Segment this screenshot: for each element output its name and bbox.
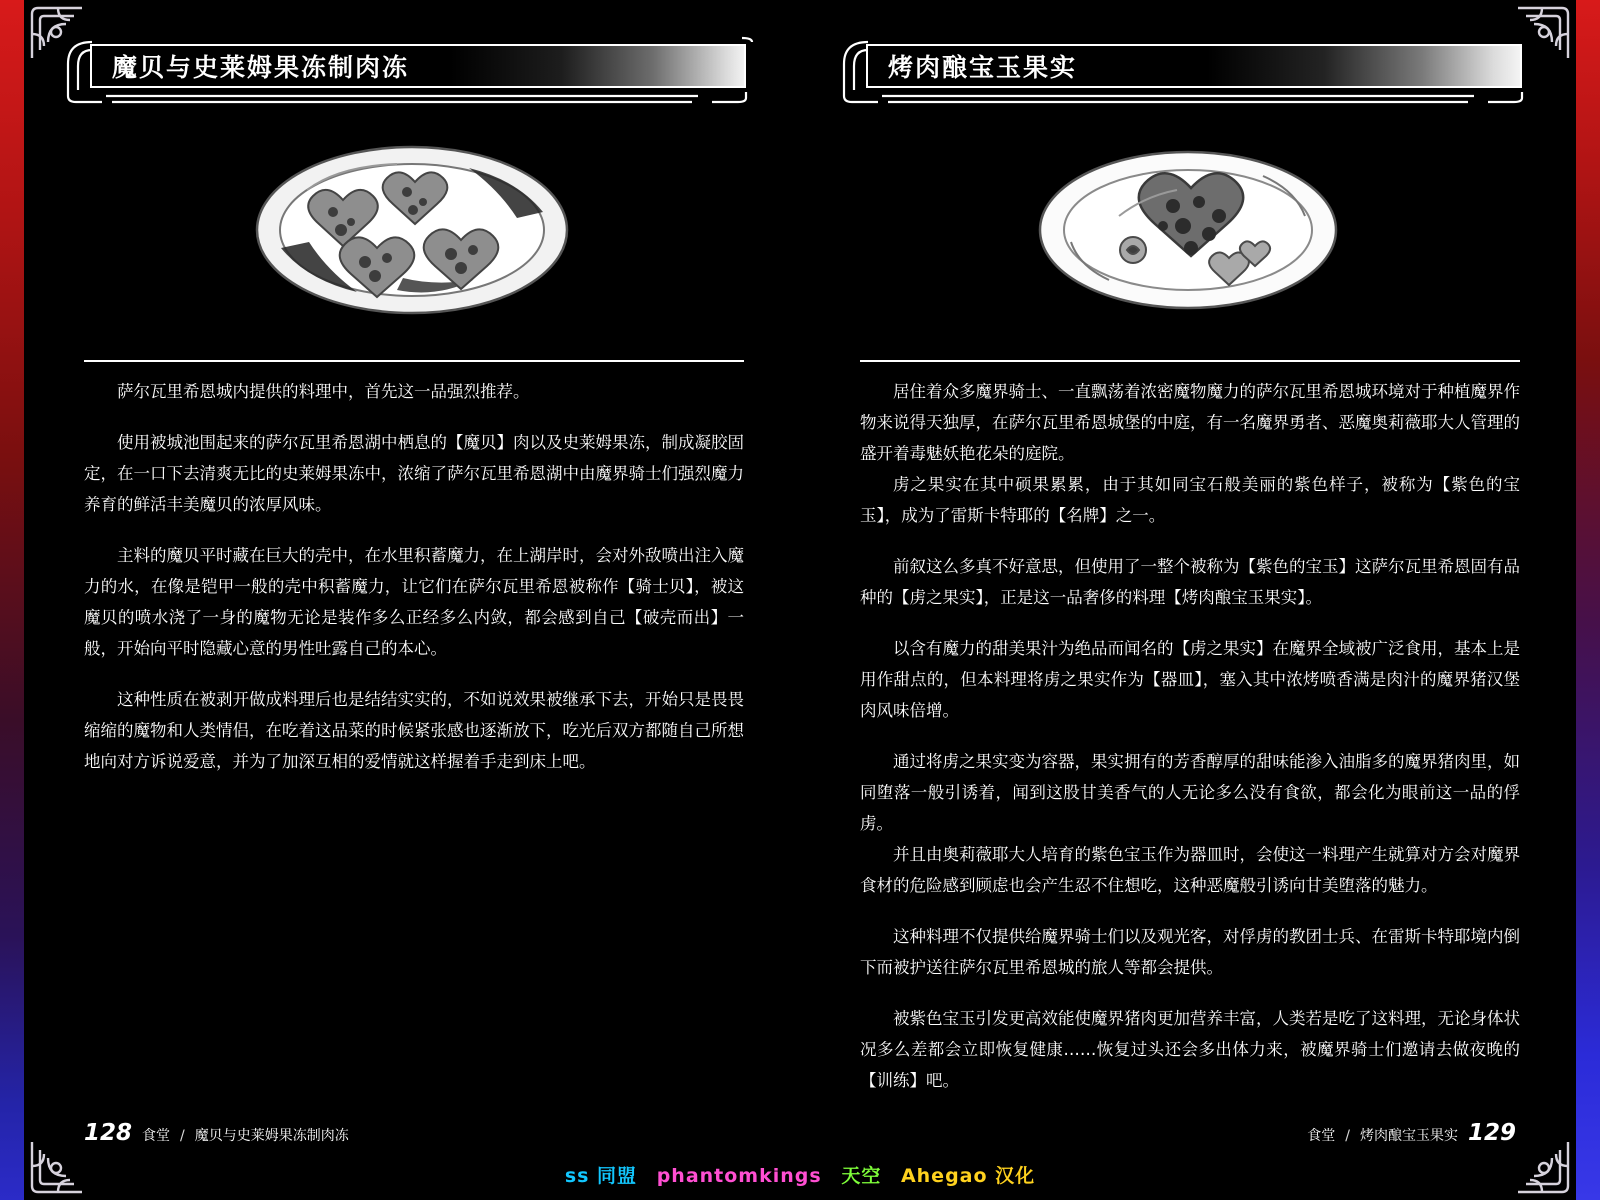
- page-number: 129: [1467, 1120, 1516, 1146]
- body-divider: [860, 360, 1520, 362]
- footer-section: 食堂: [1307, 1128, 1336, 1144]
- right-page-illustration: [800, 110, 1576, 350]
- paragraph: 这种料理不仅提供给魔界骑士们以及观光客，对俘虏的教团士兵、在雷斯卡特耶境内倒下而被护送往萨尔瓦里希恩城的旅人等都会提供。: [860, 927, 1520, 977]
- paragraph: 居住着众多魔界骑士、一直飘荡着浓密魔物魔力的萨尔瓦里希恩城环境对于种植魔界作物来说得天独厚，在萨尔瓦里希恩城堡的中庭，有一名魔界勇者、恶魔奥莉薇耶大人管理的盛开着毒魅妖艳花朵的庭院。: [860, 382, 1520, 463]
- left-page: [24, 0, 800, 1200]
- paragraph: 并且由奥莉薇耶大人培育的紫色宝玉作为器皿时，会使这一料理产生就算对方会对魔界食材的危险感到顾虑也会产生忍不住想吃，这种恶魔般引诱向甘美堕落的魅力。: [860, 845, 1520, 895]
- page-sheet: [24, 0, 1576, 1200]
- footer-entry: 魔贝与史莱姆果冻制肉冻: [194, 1128, 349, 1144]
- credit-part: ss 同盟: [564, 1165, 638, 1187]
- paragraph: 被紫色宝玉引发更高效能使魔界猪肉更加营养丰富，人类若是吃了这料理，无论身体状况多么差都会立即恢复健康……恢复过头还会多出体力来，被魔界骑士们邀请去做夜晚的【训练】吧。: [860, 1009, 1520, 1090]
- right-page: [800, 0, 1576, 1200]
- paragraph: 萨尔瓦里希恩城内提供的料理中，首先这一品强烈推荐。: [117, 382, 530, 401]
- right-page-title-bar: [866, 44, 1522, 88]
- page-number: 128: [84, 1120, 133, 1146]
- left-page-body: [84, 360, 744, 797]
- left-page-title-band: [52, 36, 764, 106]
- footer-section: 食堂: [142, 1128, 171, 1144]
- left-page-illustration: [24, 110, 800, 350]
- paragraph: 以含有魔力的甜美果汁为绝品而闻名的【虏之果实】在魔界全域被广泛食用，基本上是用作甜点的，但本料理将虏之果实作为【器皿】，塞入其中浓烤喷香满是肉汁的魔界猪汉堡肉风味倍增。: [860, 639, 1520, 720]
- left-page-footer: [84, 1120, 349, 1146]
- left-page-title-bar: [90, 44, 746, 88]
- right-page-body: [860, 360, 1520, 1116]
- paragraph: 前叙这么多真不好意思，但使用了一整个被称为【紫色的宝玉】这萨尔瓦里希恩固有品种的【虏之果实】，正是这一品奢侈的料理【烤肉酿宝玉果实】。: [860, 557, 1520, 607]
- right-page-footer: [1307, 1120, 1516, 1146]
- right-page-title: 烤肉酿宝玉果实: [888, 53, 1078, 82]
- footer-entry: 烤肉酿宝玉果实: [1359, 1128, 1458, 1144]
- left-gradient-edge: [0, 0, 24, 1200]
- right-page-title-band: [828, 36, 1540, 106]
- footer-separator: /: [180, 1128, 185, 1144]
- right-gradient-edge: [1576, 0, 1600, 1200]
- footer-separator: /: [1345, 1128, 1350, 1144]
- credit-part: Ahegao 汉化: [900, 1165, 1036, 1187]
- translation-credit: [24, 1161, 1576, 1188]
- paragraph: 使用被城池围起来的萨尔瓦里希恩湖中栖息的【魔贝】肉以及史莱姆果冻，制成凝胶固定，在一口下去清爽无比的史莱姆果冻中，浓缩了萨尔瓦里希恩湖中由魔界骑士们强烈魔力养育的鲜活丰美魔贝的浓厚风味。: [84, 433, 744, 514]
- paragraph: 这种性质在被剥开做成料理后也是结结实实的，不如说效果被继承下去，开始只是畏畏缩缩的魔物和人类情侣，在吃着这品菜的时候紧张感也逐渐放下，吃光后双方都随自己所想地向对方诉说爱意，并为了加深互相的爱情就这样握着手走到床上吧。: [84, 690, 744, 771]
- paragraph: 主料的魔贝平时藏在巨大的壳中，在水里积蓄魔力，在上湖岸时，会对外敌喷出注入魔力的水，在像是铠甲一般的壳中积蓄魔力，让它们在萨尔瓦里希恩被称作【骑士贝】，被这魔贝的喷水浇了一身的魔物无论是装作多么正经多么内敛，都会感到自己【破壳而出】一般，开始向平时隐藏心意的男性吐露自己的本心。: [84, 546, 744, 658]
- credit-part: 天空: [841, 1165, 882, 1187]
- body-divider: [84, 360, 744, 362]
- left-page-title: 魔贝与史莱姆果冻制肉冻: [112, 53, 410, 82]
- credit-part: phantomkings: [656, 1165, 822, 1187]
- paragraph: 通过将虏之果实变为容器，果实拥有的芳香醇厚的甜味能渗入油脂多的魔界猪肉里，如同堕落一般引诱着，闻到这股甘美香气的人无论多么没有食欲，都会化为眼前这一品的俘虏。: [860, 752, 1520, 833]
- paragraph: 虏之果实在其中硕果累累，由于其如同宝石般美丽的紫色样子，被称为【紫色的宝玉】，成为了雷斯卡特耶的【名牌】之一。: [860, 475, 1520, 525]
